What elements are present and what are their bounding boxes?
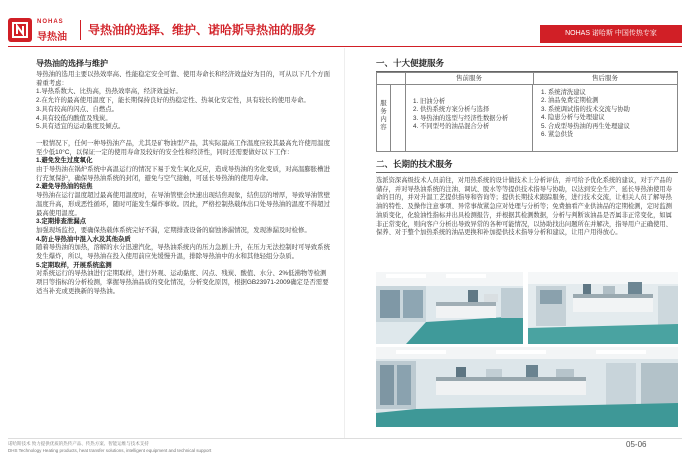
header-rule bbox=[8, 46, 682, 47]
logo-english: NOHAS bbox=[37, 19, 64, 25]
list-item: 3. 系统调试指的技术交流与协助 bbox=[541, 105, 630, 113]
criteria-item: 2.在允许的最高使用温度下，能长期保持良好的热稳定性、热氧化安定性，具有较长的使用寿命。 bbox=[36, 97, 310, 105]
list-item: 2. 油品免费定期检测 bbox=[541, 97, 599, 105]
paragraph: 导热油在运行温度超过最高使用温度时，在导油管壁会快速出现结焦现象，结焦层的增厚，导致导油管壁温度升高，形成恶性循环，随时可能发生爆炸事故。因此，严格控制热载体出口处导热油的温度不得超过最高使用温度。 bbox=[36, 192, 330, 217]
lab-photo-1 bbox=[376, 272, 523, 344]
list-item: 5. 合成型导热油的再生处理建议 bbox=[541, 122, 630, 130]
col-after-sales: 售后服务 bbox=[533, 73, 677, 85]
row-label-text: 服务内容 bbox=[380, 100, 387, 131]
list-item: 6. 紧急供货 bbox=[541, 131, 574, 139]
logo-chinese: 导热油 bbox=[37, 32, 67, 43]
subheading: 5.定期取样，开展系统监测 bbox=[36, 261, 112, 269]
intro-text: 导热油的选用主要以热效率高、性能稳定安全可靠、使用寿命长和经济效益好为目的，可从以下几个方面着重考虑： bbox=[36, 71, 330, 87]
paragraph: 对系统运行的导热油进行定期取样，进行外观、运动黏度、闪点、残炭、酸值、水分、2%低沸物等检测项目等指标的分析检测，掌握导热油品质的变化情况，分析变化原因，根据GB23971-2009确定是否需要适当补充或更换新的导热油。 bbox=[36, 270, 329, 295]
spacer bbox=[36, 132, 332, 140]
section-1-header bbox=[376, 57, 678, 72]
header-separator bbox=[80, 20, 81, 40]
list-item: 1. 旧油分析 bbox=[413, 98, 446, 105]
logo-mark-icon bbox=[8, 18, 32, 42]
section-rule bbox=[376, 172, 678, 173]
brand-logo bbox=[8, 18, 88, 42]
criteria-item: 1.导热系数大、比热高，热热效率高，经济效益好。 bbox=[36, 88, 182, 96]
criteria-item: 3.具有较高的闪点、自燃点。 bbox=[36, 105, 119, 113]
subheading: 3.定期排查泄漏点 bbox=[36, 218, 87, 226]
list-item: 2. 供热系统方案分析与选择 bbox=[413, 106, 490, 114]
page-title: 导热油的选择、维护、诺哈斯导热油的服务 bbox=[88, 23, 317, 37]
table-spacer-col bbox=[391, 73, 406, 151]
page-spine bbox=[344, 48, 345, 438]
section-2-body: 选派资深高级技术人员前往，对用热系统的设计做技术上分析评估，并可给予优化系统的建议，对于产品的储存，并对导热油系统的注油、调试、脱水等等提供技术指导与协助，以达到安全生产、延长导热油使用寿命的目的，并对升温工艺提供指导和咨询等；提供长期技术跟踪服务，进行技术交流，让相关人员了解导热油的特性、及操作注意事项、异常事故紧急应对处理与分析等；免费抽看产业供油品的定期检测，定时监测油质变化，化验油性指标并出具检测报告，并根据其检测数据，分析与判断该油品是否属非正常变化，如属非正常变化，则向客户分析出导致异常的各种可能情况，以协助找出问题所在并解决，指导用户正确使用、保养、对于整个加热系统的油品更换和补加提供技术指导分析和建议，让用户用得放心。 bbox=[376, 177, 672, 237]
row-label bbox=[377, 84, 391, 151]
footer-chinese: 诺哈斯技术 致力提供优质的热传产品、传热方案、智能运维与技术支持 bbox=[8, 441, 149, 446]
lab-photo-2 bbox=[528, 272, 678, 344]
list-item: 3. 导热油的选型与经济性数据分析 bbox=[413, 114, 509, 122]
section-2-title: 二、长期的技术服务 bbox=[376, 159, 453, 169]
lab-photo-3 bbox=[376, 347, 678, 427]
paragraph: 加强现场监控，要确保热载体系统完好不漏，定期排查设备的腐蚀渗漏情况，发现渗漏及时检修。 bbox=[36, 226, 311, 234]
top-margin bbox=[0, 0, 690, 8]
subheading: 1.避免发生过度氧化 bbox=[36, 157, 93, 165]
subheading: 2.避免导热油的结焦 bbox=[36, 183, 93, 191]
list-item: 4. 不同型号的油品混合分析 bbox=[413, 123, 490, 131]
subheading: 4.防止导热油中混入水及其他杂质 bbox=[36, 235, 131, 243]
section-1-title: 一、十大便捷服务 bbox=[376, 58, 445, 68]
section-2 bbox=[376, 158, 678, 238]
left-column bbox=[36, 58, 332, 297]
service-table bbox=[376, 72, 678, 152]
paragraph: 随着导热油的加热，溶解的水分迅速汽化，导热油系统内的压力急剧上升，在压力无法控制时可导致系统发生爆炸，所以，导热油在投入使用前应先缓慢升温，排除导热油中的水和其他轻组分杂质。 bbox=[36, 244, 330, 261]
footer-english: DHS Technology Heating products, heat transfer solutions, intelligent equipment and technical support bbox=[8, 448, 212, 453]
col-pre-sales: 售前服务 bbox=[405, 73, 534, 85]
list-item: 4. 隐患分析与处理建议 bbox=[541, 114, 605, 122]
criteria-item: 5.具有适宜的运动黏度及倾点。 bbox=[36, 123, 125, 131]
left-heading: 导热油的选择与维护 bbox=[36, 59, 108, 68]
pre-sales-list bbox=[405, 84, 533, 151]
paragraph: 由于导热油在锅炉系统中高温运行的情况下易于发生氧化反应，造成导热油的劣化变质，对高温膨胀槽进行充氮保护，确保导热油系统的封闭，避免与空气接触，可延长导热油的使用寿命。 bbox=[36, 166, 330, 182]
page-header bbox=[0, 8, 690, 48]
after-sales-list bbox=[533, 84, 677, 151]
list-item: 1. 系统清洗建议 bbox=[541, 89, 586, 96]
footer-rule bbox=[8, 438, 682, 439]
criteria-item: 4.具有较低的酸值及残炭。 bbox=[36, 114, 112, 122]
brand-badge: NOHAS 诺哈斯 中国传热专家 bbox=[540, 25, 682, 43]
general-text: 一般情况下，任何一种导热油产品，尤其是矿物油型产品，其实际最高工作温度应较其最高允许使用温度至少低10°C，以保证一定的使用寿命及较好的安全性和经济性，同时还需要做好以下工作： bbox=[36, 139, 330, 156]
page-number: 05-06 bbox=[626, 440, 647, 449]
